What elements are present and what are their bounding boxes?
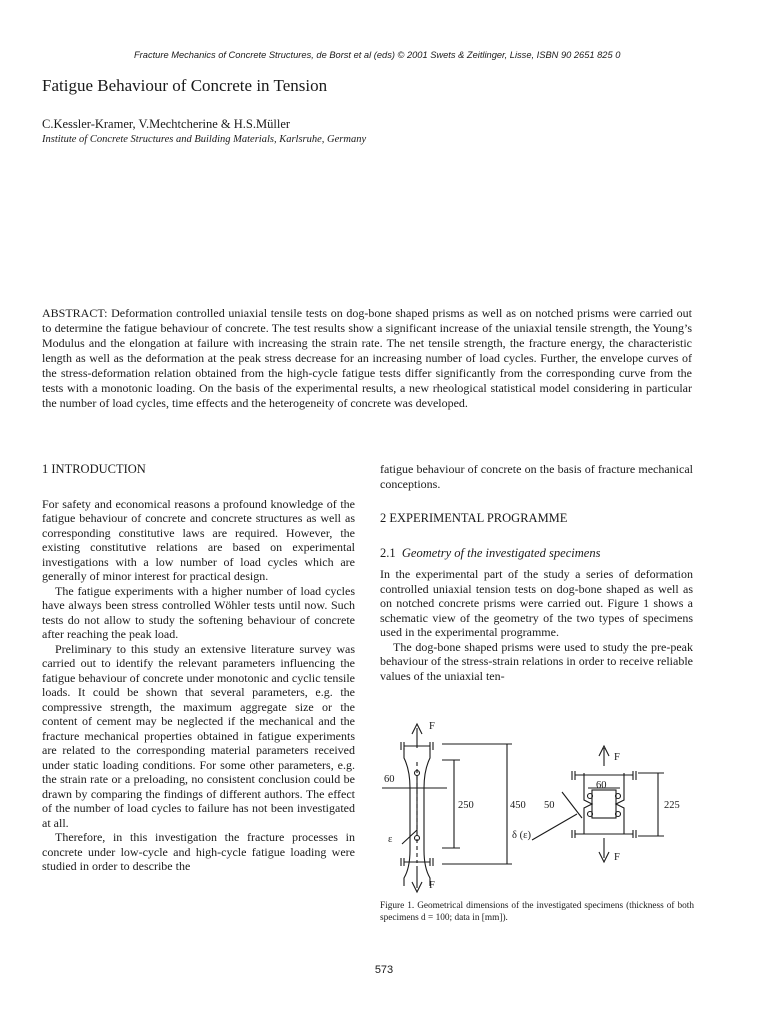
- intro-continuation: fatigue behaviour of concrete on the basis of fracture mechanical conceptions.: [380, 462, 693, 491]
- notched-left-edge: [584, 773, 592, 834]
- section-heading-introduction: 1 INTRODUCTION: [42, 462, 146, 476]
- label-height-total: 450: [510, 800, 526, 811]
- label-force-bottom: F: [429, 880, 435, 891]
- figure-caption: Figure 1. Geometrical dimensions of the investigated specimens (thickness of both specimens d = 100; data in [mm]).: [380, 901, 694, 923]
- label-width-notched: 60: [596, 780, 607, 791]
- paper-affiliation: Institute of Concrete Structures and Building Materials, Karlsruhe, Germany: [42, 134, 367, 145]
- specimen-diagram: [372, 718, 702, 896]
- intro-paragraph: For safety and economical reasons a profound knowledge of the fatigue behaviour of concrete and concrete structures as well as corresponding constitutive laws are required. However, the existing constitutive relations are based on experimental investigations with a low number of load cycles which are generally of minor interest for practical design.: [42, 496, 355, 583]
- experimental-paragraph: In the experimental part of the study a series of deformation controlled uniaxial tension tests on dog-bone shaped as well as on notched concrete prisms were carried out. Figure 1 shows a schematic view of the geometry of the two types of specimens used in the experimental programme.: [380, 567, 693, 639]
- label-height-notched: 225: [664, 800, 680, 811]
- label-notch-zone: 50: [544, 800, 555, 811]
- label-force-notched-bottom: F: [614, 852, 620, 863]
- right-column: [380, 462, 693, 683]
- notched-right-edge: [616, 773, 624, 834]
- left-column: [42, 462, 355, 874]
- label-strain: ε: [388, 834, 393, 845]
- intro-paragraph: The fatigue experiments with a higher number of load cycles have always been stress controlled Wöhler tests until now. Such tests do not allow to study the softening behaviour of concrete after reaching the peak load.: [42, 583, 355, 641]
- label-force-notched-top: F: [614, 752, 620, 763]
- dogbone-left-edge: [404, 748, 410, 886]
- subsection-heading-geometry: [380, 546, 693, 561]
- dogbone-right-edge: [424, 748, 430, 886]
- paper-authors: C.Kessler-Kramer, V.Mechtcherine & H.S.Müller: [42, 117, 291, 131]
- subsection-number: 2.1: [380, 545, 396, 560]
- journal-citation-header: Fracture Mechanics of Concrete Structures, de Borst et al (eds) © 2001 Swets & Zeitlinger, Lisse, ISBN 90 2651 825 0: [134, 50, 621, 60]
- intro-paragraph: Preliminary to this study an extensive literature survey was carried out to identify the relevant parameters influencing the fatigue behaviour of concrete under monotonic and cyclic tensile loads. It could be shown that several parameters, e.g. the compressive strength, the maximum aggregate size or the content of cement may be neglected if the mechanical and the fracture mechanical properties obtained in fatigue experiments are related to the corresponding material parameters received under static loading conditions. For some other parameters, e.g. the strain rate or a preloading, no consistent conclusion could be drawn by comparing the findings of different authors. The effect of the number of load cycles to failure has not been investigated at all.: [42, 641, 355, 830]
- figure-specimen-geometry: [372, 718, 702, 896]
- label-force-top: F: [429, 721, 435, 732]
- subsection-title: Geometry of the investigated specimens: [401, 545, 601, 560]
- notched-measure-frame: [592, 790, 616, 818]
- section-heading-experimental: 2 EXPERIMENTAL PROGRAMME: [380, 511, 568, 525]
- label-displacement: δ (ε): [512, 830, 531, 841]
- paper-title: Fatigue Behaviour of Concrete in Tension: [42, 76, 328, 95]
- page-number: 573: [374, 964, 394, 976]
- intro-paragraph: Therefore, in this investigation the fracture processes in concrete under low-cycle and high-cycle fatigue loading were studied in order to describe the: [42, 830, 355, 873]
- label-width-dogbone: 60: [384, 774, 395, 785]
- label-height-mid: 250: [458, 800, 474, 811]
- experimental-paragraph: The dog-bone shaped prisms were used to study the pre-peak behaviour of the stress-strain relations in order to receive reliable values of the uniaxial ten-: [380, 639, 693, 683]
- abstract: ABSTRACT: Deformation controlled uniaxial tensile tests on dog-bone shaped prisms as well as on notched prisms were carried out to determine the fatigue behaviour of concrete. The test results show a significant increase of the uniaxial tensile strength, the Young’s Modulus and the elongation at failure with increasing the strain rate. The net tensile strength, the fracture energy, the characteristic length as well as the deformation at the peak stress decrease for an increasing number of load cycles. Further, the envelope curves of the stress-deformation relation obtained from the high-cycle fatigue tests differ significantly from the corresponding curve from the tests with a monotonic loading. On the basis of the experimental results, a new rheological statistical model considering in particular the number of load cycles, time effects and the heterogeneity of concrete was developed.: [42, 306, 692, 410]
